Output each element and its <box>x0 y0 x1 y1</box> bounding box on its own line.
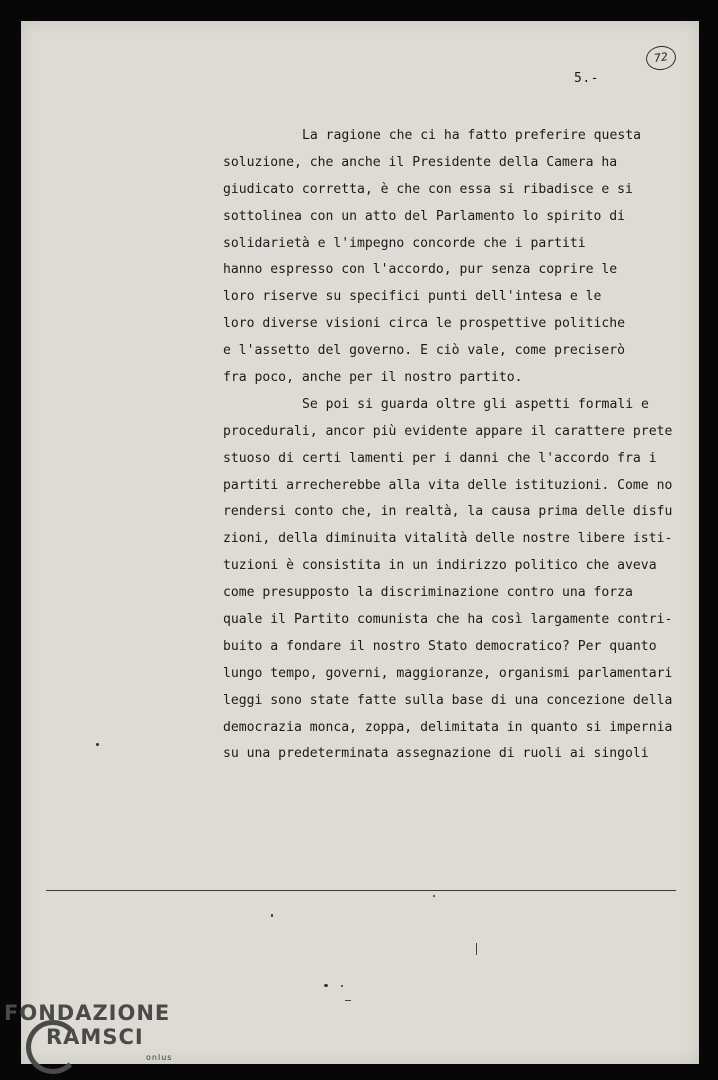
document-page <box>21 21 699 1064</box>
text-line: loro riserve su specifici punti dell'intesa e le <box>223 289 602 305</box>
paper-mark <box>476 943 477 955</box>
text-line: su una predeterminata assegnazione di ruoli ai singoli <box>223 746 649 762</box>
watermark-logo-text <box>4 1001 170 1049</box>
watermark-line-1: FONDAZIONE <box>4 1001 171 1025</box>
paper-speck <box>341 985 343 987</box>
text-line: solidarietà e l'impegno concorde che i partiti <box>223 235 586 251</box>
text-line: stuoso di certi lamenti per i danni che l'accordo fra i <box>223 450 657 466</box>
text-line: fra poco, anche per il nostro partito. <box>223 370 523 386</box>
horizontal-rule <box>46 890 676 891</box>
paper-speck <box>96 743 99 746</box>
text-line: e l'assetto del governo. E ciò vale, come preciserò <box>223 343 626 359</box>
text-line: procedurali, ancor più evidente appare il carattere prete <box>223 423 673 439</box>
paper-speck <box>324 984 328 987</box>
text-line: zioni, della diminuita vitalità delle nostre libere isti- <box>223 531 673 547</box>
text-line: lungo tempo, governi, maggioranze, organismi parlamentari <box>223 665 673 681</box>
typed-text-body <box>223 123 695 768</box>
watermark-line-2: RAMSCI <box>46 1025 144 1049</box>
text-line: quale il Partito comunista che ha così largamente contri- <box>223 612 673 628</box>
text-line: rendersi conto che, in realtà, la causa prima delle disfu <box>223 504 673 520</box>
text-line: leggi sono state fatte sulla base di una concezione della <box>223 692 673 708</box>
text-line: Se poi si guarda oltre gli aspetti formali e <box>302 396 649 412</box>
paper-mark <box>271 914 273 917</box>
text-line: come presupposto la discriminazione contro una forza <box>223 585 633 601</box>
text-line: loro diverse visioni circa le prospettive politiche <box>223 316 626 332</box>
text-line: sottolinea con un atto del Parlamento lo spirito di <box>223 208 626 224</box>
text-line: buito a fondare il nostro Stato democratico? Per quanto <box>223 638 657 654</box>
text-line: La ragione che ci ha fatto preferire questa <box>302 128 641 143</box>
text-line: hanno espresso con l'accordo, pur senza coprire le <box>223 262 618 278</box>
text-line: soluzione, che anche il Presidente della Camera ha <box>223 154 618 170</box>
text-line: giudicato corretta, è che con essa si ribadisce e si <box>223 181 633 197</box>
watermark-small-text: onlus <box>146 1053 173 1062</box>
page-number: 5.- <box>574 71 599 86</box>
text-line: partiti arrecherebbe alla vita delle istituzioni. Come no <box>223 477 673 493</box>
text-line: democrazia monca, zoppa, delimitata in quanto si impernia <box>223 719 673 735</box>
paper-mark <box>345 1000 351 1001</box>
text-line: tuzioni è consistita in un indirizzo politico che aveva <box>223 558 657 574</box>
archive-page-number: 72 <box>644 44 677 72</box>
paper-speck <box>433 895 435 897</box>
